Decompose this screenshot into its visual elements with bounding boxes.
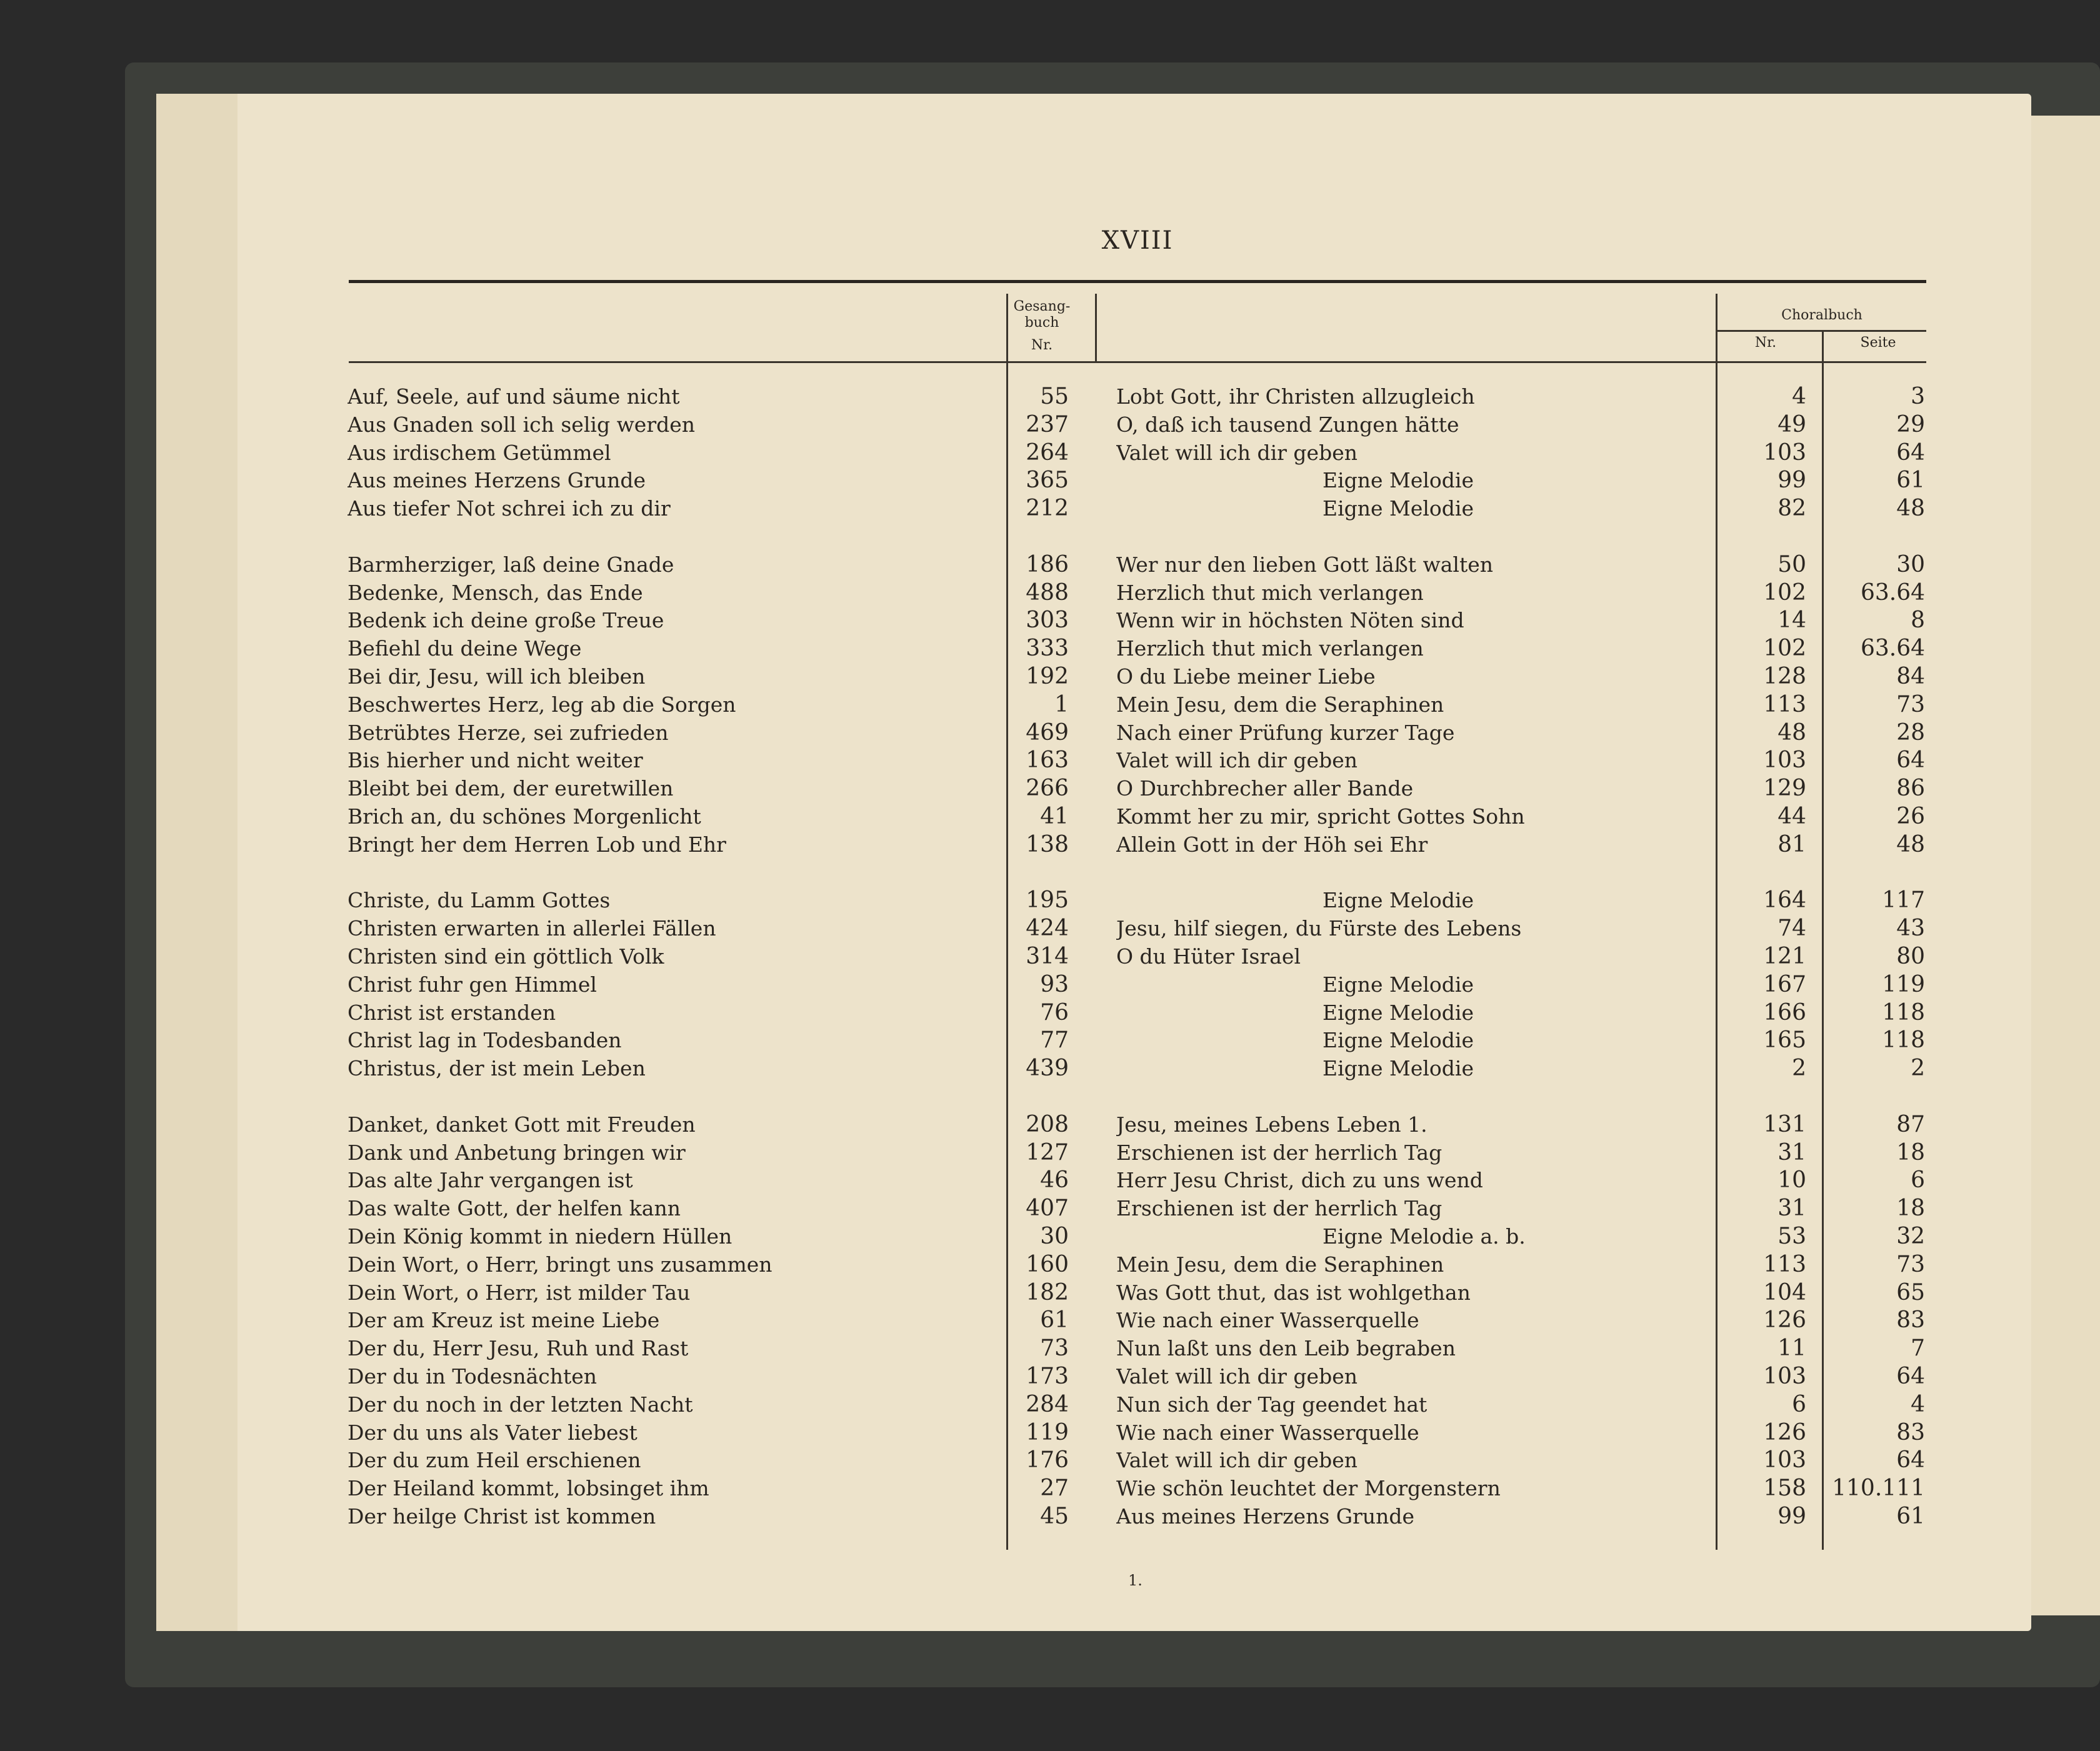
melody-title: Eigne Melodie (1322, 1000, 1474, 1025)
choralbuch-page: 118 (1882, 1000, 1925, 1025)
melody-title: O du Liebe meiner Liebe (1116, 664, 1376, 689)
gesangbuch-number: 314 (1026, 944, 1069, 969)
choralbuch-page: 61 (1896, 1504, 1925, 1529)
choralbuch-page: 63.64 (1860, 580, 1925, 606)
table-row (0, 1334, 2100, 1362)
choralbuch-number: 10 (1778, 1167, 1806, 1193)
melody-title: Wer nur den lieben Gott läßt walten (1116, 552, 1494, 577)
header-rule (349, 361, 1926, 363)
melody-title: Herzlich thut mich verlangen (1116, 581, 1424, 605)
melody-title: Valet will ich dir geben (1116, 748, 1358, 772)
gesangbuch-number: 173 (1026, 1364, 1069, 1389)
choralbuch-number: 48 (1778, 720, 1806, 746)
table-row (0, 719, 2100, 747)
table-row (0, 551, 2100, 579)
gesangbuch-number: 237 (1026, 412, 1069, 437)
melody-title: Was Gott thut, das ist wohlgethan (1116, 1280, 1471, 1305)
table-row (0, 1474, 2100, 1502)
gesangbuch-number: 46 (1040, 1167, 1069, 1193)
melody-title: Allein Gott in der Höh sei Ehr (1116, 832, 1428, 857)
gesangbuch-number: 163 (1026, 747, 1069, 773)
choralbuch-page: 61 (1896, 467, 1925, 493)
melody-title: Jesu, hilf siegen, du Fürste des Lebens (1116, 916, 1522, 940)
table-row (0, 1390, 2100, 1419)
choralbuch-number: 31 (1778, 1140, 1806, 1165)
header-choralbuch-nr: Nr. (1754, 335, 1777, 351)
choralbuch-page: 73 (1896, 692, 1925, 717)
choralbuch-number: 2 (1792, 1055, 1806, 1081)
table-row (0, 1279, 2100, 1307)
header-gesangbuch-label: Gesang-buch (1013, 299, 1071, 331)
hymn-title: Christ lag in Todesbanden (348, 1028, 622, 1052)
gesangbuch-number: 208 (1026, 1112, 1069, 1137)
choralbuch-page: 28 (1896, 720, 1925, 746)
gesangbuch-number: 192 (1026, 664, 1069, 689)
melody-title: Eigne Melodie (1322, 496, 1474, 521)
hymn-title: Aus meines Herzens Grunde (348, 468, 646, 492)
gesangbuch-number: 41 (1040, 804, 1069, 829)
choralbuch-page: 30 (1896, 552, 1925, 577)
melody-title: Valet will ich dir geben (1116, 1448, 1358, 1472)
gesangbuch-number: 212 (1026, 496, 1069, 521)
gesangbuch-number: 160 (1026, 1252, 1069, 1277)
choralbuch-page: 3 (1911, 384, 1925, 409)
choralbuch-number: 121 (1763, 944, 1806, 969)
hymn-title: Der du noch in der letzten Nacht (348, 1392, 693, 1417)
choralbuch-number: 81 (1778, 832, 1806, 857)
table-row (0, 382, 2100, 411)
gesangbuch-number: 488 (1026, 580, 1069, 606)
choralbuch-sub-rule (1716, 330, 1926, 332)
melody-title: O, daß ich tausend Zungen hätte (1116, 412, 1459, 437)
choralbuch-page: 65 (1896, 1280, 1925, 1305)
hymn-title: Bleibt bei dem, der euretwillen (348, 776, 674, 801)
table-row (0, 1054, 2100, 1082)
choralbuch-page: 48 (1896, 496, 1925, 521)
hymn-title: Danket, danket Gott mit Freuden (348, 1112, 696, 1137)
choralbuch-number: 126 (1763, 1420, 1806, 1445)
gesangbuch-number: 119 (1026, 1420, 1069, 1445)
choralbuch-page: 4 (1911, 1392, 1925, 1417)
choralbuch-page: 119 (1882, 972, 1925, 997)
hymn-title: Aus tiefer Not schrei ich zu dir (348, 496, 671, 521)
choralbuch-number: 103 (1763, 1447, 1806, 1473)
gesangbuch-number: 77 (1040, 1027, 1069, 1053)
choralbuch-page: 48 (1896, 832, 1925, 857)
header-gesangbuch-nr: Nr. (1031, 337, 1053, 353)
hymn-title: Christus, der ist mein Leben (348, 1056, 646, 1080)
gesangbuch-number: 186 (1026, 552, 1069, 577)
choralbuch-number: 104 (1763, 1280, 1806, 1305)
choralbuch-number: 167 (1763, 972, 1806, 997)
hymn-title: Aus Gnaden soll ich selig werden (348, 412, 696, 437)
choralbuch-page: 118 (1882, 1027, 1925, 1053)
gesangbuch-number: 195 (1026, 887, 1069, 913)
table-row (0, 999, 2100, 1027)
gesangbuch-number: 439 (1026, 1055, 1069, 1081)
gesangbuch-number: 182 (1026, 1280, 1069, 1305)
choralbuch-page: 63.64 (1860, 636, 1925, 661)
gesangbuch-number: 93 (1040, 972, 1069, 997)
table-row (0, 634, 2100, 662)
choralbuch-page: 64 (1896, 1364, 1925, 1389)
hymn-title: Christen erwarten in allerlei Fällen (348, 916, 716, 940)
table-row (0, 1446, 2100, 1474)
hymn-title: Barmherziger, laß deine Gnade (348, 552, 674, 577)
hymn-title: Bis hierher und nicht weiter (348, 748, 643, 772)
hymn-title: Auf, Seele, auf und säume nicht (348, 384, 680, 409)
column-divider (1095, 294, 1097, 362)
choralbuch-number: 113 (1763, 692, 1806, 717)
melody-title: Nun laßt uns den Leib begraben (1116, 1336, 1456, 1360)
choralbuch-page: 18 (1896, 1140, 1925, 1165)
choralbuch-page: 80 (1896, 944, 1925, 969)
table-row (0, 970, 2100, 999)
gesangbuch-number: 1 (1054, 692, 1069, 717)
choralbuch-number: 131 (1763, 1112, 1806, 1137)
table-row (0, 606, 2100, 634)
choralbuch-number: 4 (1792, 384, 1806, 409)
choralbuch-number: 102 (1763, 636, 1806, 661)
hymn-title: Bedenk ich deine große Treue (348, 608, 664, 632)
choralbuch-number: 158 (1763, 1475, 1806, 1501)
table-row (0, 1306, 2100, 1334)
melody-title: Wenn wir in höchsten Nöten sind (1116, 608, 1464, 632)
page-number: XVIII (1101, 226, 1174, 255)
hymn-title: Der du, Herr Jesu, Ruh und Rast (348, 1336, 689, 1360)
table-row (0, 746, 2100, 774)
gesangbuch-number: 264 (1026, 440, 1069, 466)
gesangbuch-number: 127 (1026, 1140, 1069, 1165)
table-row (0, 886, 2100, 914)
hymn-title: Betrübtes Herze, sei zufrieden (348, 721, 669, 745)
gesangbuch-number: 266 (1026, 776, 1069, 801)
gesangbuch-number: 176 (1026, 1447, 1069, 1473)
gesangbuch-number: 138 (1026, 832, 1069, 857)
hymn-title: Christ ist erstanden (348, 1000, 556, 1025)
hymn-title: Dank und Anbetung bringen wir (348, 1140, 686, 1165)
table-row (0, 1026, 2100, 1054)
table-row (0, 1419, 2100, 1447)
choralbuch-page: 7 (1911, 1335, 1925, 1361)
header-choralbuch-seite: Seite (1860, 335, 1896, 351)
gesangbuch-number: 303 (1026, 607, 1069, 633)
choralbuch-page: 84 (1896, 664, 1925, 689)
hymn-title: Beschwertes Herz, leg ab die Sorgen (348, 692, 736, 717)
choralbuch-number: 113 (1763, 1252, 1806, 1277)
melody-title: Herzlich thut mich verlangen (1116, 636, 1424, 661)
hymn-title: Brich an, du schönes Morgenlicht (348, 804, 701, 829)
melody-title: Jesu, meines Lebens Leben 1. (1116, 1112, 1428, 1137)
gesangbuch-number: 424 (1026, 915, 1069, 941)
table-row (0, 411, 2100, 439)
table-row (0, 1250, 2100, 1279)
table-row (0, 914, 2100, 942)
hymn-title: Der Heiland kommt, lobsinget ihm (348, 1476, 709, 1500)
hymn-title: Dein Wort, o Herr, ist milder Tau (348, 1280, 691, 1305)
gesangbuch-number: 30 (1040, 1224, 1069, 1249)
choralbuch-page: 83 (1896, 1307, 1925, 1333)
choralbuch-page: 86 (1896, 776, 1925, 801)
choralbuch-page: 8 (1911, 607, 1925, 633)
hymn-title: Der heilge Christ ist kommen (348, 1504, 656, 1529)
choralbuch-number: 11 (1778, 1335, 1806, 1361)
choralbuch-number: 14 (1778, 607, 1806, 633)
choralbuch-number: 31 (1778, 1195, 1806, 1221)
hymn-title: Bringt her dem Herren Lob und Ehr (348, 832, 726, 857)
melody-title: Wie nach einer Wasserquelle (1116, 1308, 1419, 1332)
table-row (0, 831, 2100, 859)
choralbuch-number: 6 (1792, 1392, 1806, 1417)
choralbuch-number: 49 (1778, 412, 1806, 437)
gesangbuch-number: 61 (1040, 1307, 1069, 1333)
choralbuch-page: 64 (1896, 440, 1925, 466)
table-row (0, 774, 2100, 802)
choralbuch-number: 82 (1778, 496, 1806, 521)
hymn-title: Der du uns als Vater liebest (348, 1420, 638, 1445)
gesangbuch-number: 76 (1040, 1000, 1069, 1025)
table-row (0, 494, 2100, 522)
melody-title: Valet will ich dir geben (1116, 441, 1358, 465)
hymn-title: Dein König kommt in niedern Hüllen (348, 1224, 732, 1249)
gesangbuch-number: 45 (1040, 1504, 1069, 1529)
choralbuch-number: 50 (1778, 552, 1806, 577)
choralbuch-number: 103 (1763, 440, 1806, 466)
footer-mark: 1. (1128, 1572, 1142, 1589)
choralbuch-number: 103 (1763, 1364, 1806, 1389)
table-row (0, 1502, 2100, 1530)
choralbuch-number: 44 (1778, 804, 1806, 829)
hymn-title: Dein Wort, o Herr, bringt uns zusammen (348, 1252, 772, 1277)
melody-title: Mein Jesu, dem die Seraphinen (1116, 1252, 1444, 1277)
table-row (0, 691, 2100, 719)
hymn-title: Bei dir, Jesu, will ich bleiben (348, 664, 646, 689)
melody-title: Eigne Melodie (1322, 888, 1474, 912)
hymn-title: Bedenke, Mensch, das Ende (348, 581, 643, 605)
choralbuch-number: 99 (1778, 467, 1806, 493)
hymn-title: Christe, du Lamm Gottes (348, 888, 611, 912)
hymn-title: Der am Kreuz ist meine Liebe (348, 1308, 660, 1332)
choralbuch-page: 64 (1896, 747, 1925, 773)
top-rule (349, 280, 1926, 283)
hymn-title: Der du zum Heil erschienen (348, 1448, 641, 1472)
table-row (0, 1194, 2100, 1222)
choralbuch-page: 73 (1896, 1252, 1925, 1277)
table-row (0, 662, 2100, 691)
melody-title: Wie schön leuchtet der Morgenstern (1116, 1476, 1501, 1500)
melody-title: Erschienen ist der herrlich Tag (1116, 1196, 1442, 1220)
choralbuch-page: 26 (1896, 804, 1925, 829)
choralbuch-page: 64 (1896, 1447, 1925, 1473)
choralbuch-number: 103 (1763, 747, 1806, 773)
choralbuch-number: 53 (1778, 1224, 1806, 1249)
melody-title: Lobt Gott, ihr Christen allzugleich (1116, 384, 1475, 409)
choralbuch-page: 43 (1896, 915, 1925, 941)
choralbuch-number: 74 (1778, 915, 1806, 941)
table-row (0, 1362, 2100, 1390)
melody-title: Eigne Melodie (1322, 1028, 1474, 1052)
choralbuch-number: 126 (1763, 1307, 1806, 1333)
choralbuch-number: 99 (1778, 1504, 1806, 1529)
choralbuch-page: 6 (1911, 1167, 1925, 1193)
gesangbuch-number: 469 (1026, 720, 1069, 746)
melody-title: Eigne Melodie a. b. (1322, 1224, 1526, 1249)
table-row (0, 802, 2100, 831)
table-row (0, 1110, 2100, 1139)
choralbuch-page: 2 (1911, 1055, 1925, 1081)
gesangbuch-number: 284 (1026, 1392, 1069, 1417)
choralbuch-page: 117 (1882, 887, 1925, 913)
melody-title: Mein Jesu, dem die Seraphinen (1116, 692, 1444, 717)
gesangbuch-number: 73 (1040, 1335, 1069, 1361)
choralbuch-page: 110.111 (1832, 1475, 1925, 1501)
melody-title: Nach einer Prüfung kurzer Tage (1116, 721, 1455, 745)
melody-title: Valet will ich dir geben (1116, 1364, 1358, 1389)
gesangbuch-number: 365 (1026, 467, 1069, 493)
choralbuch-number: 129 (1763, 776, 1806, 801)
table-row (0, 466, 2100, 494)
melody-title: Eigne Melodie (1322, 972, 1474, 997)
melody-title: Erschienen ist der herrlich Tag (1116, 1140, 1442, 1165)
table-row (0, 942, 2100, 970)
choralbuch-page: 83 (1896, 1420, 1925, 1445)
melody-title: Kommt her zu mir, spricht Gottes Sohn (1116, 804, 1525, 829)
choralbuch-number: 164 (1763, 887, 1806, 913)
table-row (0, 1222, 2100, 1250)
hymn-title: Christ fuhr gen Himmel (348, 972, 597, 997)
hymn-title: Christen sind ein göttlich Volk (348, 944, 664, 969)
table-row (0, 1166, 2100, 1194)
table-row (0, 1139, 2100, 1167)
choralbuch-number: 165 (1763, 1027, 1806, 1053)
choralbuch-number: 166 (1763, 1000, 1806, 1025)
choralbuch-page: 87 (1896, 1112, 1925, 1137)
melody-title: O du Hüter Israel (1116, 944, 1301, 969)
choralbuch-number: 102 (1763, 580, 1806, 606)
melody-title: Eigne Melodie (1322, 1056, 1474, 1080)
melody-title: Aus meines Herzens Grunde (1116, 1504, 1415, 1529)
choralbuch-page: 29 (1896, 412, 1925, 437)
gesangbuch-number: 407 (1026, 1195, 1069, 1221)
choralbuch-page: 18 (1896, 1195, 1925, 1221)
gesangbuch-number: 27 (1040, 1475, 1069, 1501)
header-choralbuch: Choralbuch (1781, 307, 1862, 323)
hymn-title: Das walte Gott, der helfen kann (348, 1196, 681, 1220)
hymn-title: Befiehl du deine Wege (348, 636, 582, 661)
melody-title: Herr Jesu Christ, dich zu uns wend (1116, 1168, 1483, 1192)
hymn-title: Das alte Jahr vergangen ist (348, 1168, 633, 1192)
gesangbuch-number: 55 (1040, 384, 1069, 409)
hymn-title: Der du in Todesnächten (348, 1364, 598, 1389)
melody-title: Eigne Melodie (1322, 468, 1474, 492)
table-row (0, 579, 2100, 607)
choralbuch-page: 32 (1896, 1224, 1925, 1249)
choralbuch-number: 128 (1763, 664, 1806, 689)
melody-title: Nun sich der Tag geendet hat (1116, 1392, 1428, 1417)
table-row (0, 439, 2100, 467)
hymn-title: Aus irdischem Getümmel (348, 441, 611, 465)
melody-title: Wie nach einer Wasserquelle (1116, 1420, 1419, 1445)
header-gesangbuch (1008, 299, 1076, 354)
melody-title: O Durchbrecher aller Bande (1116, 776, 1414, 801)
gesangbuch-number: 333 (1026, 636, 1069, 661)
